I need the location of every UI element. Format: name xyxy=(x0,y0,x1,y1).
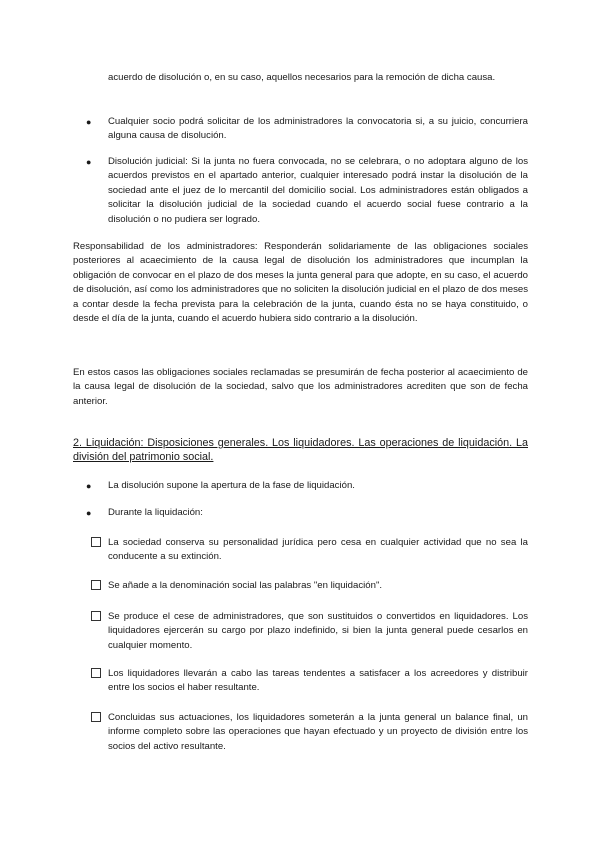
bullet-icon: ● xyxy=(86,508,92,518)
checklist-item xyxy=(91,711,528,754)
checkbox-icon xyxy=(91,712,101,722)
checkbox-icon xyxy=(91,668,101,678)
paragraph-responsabilidad: Responsabilidad de los administradores: Responderán solidariamente de las obligaciones sociales posteriores al acaecimiento de la causa legal de disolución los administradores que incumplan la obligación de convocar en el plazo de dos meses la junta general para que adopte, en su caso, el acuerdo de disolución, así como los administradores que no soliciten la disolución judicial en el plazo de dos meses a contar desde la fecha prevista para la celebración de la junta, cuando ésta no se haya constituido, o desde el día de la junta, cuando el acuerdo hubiera sido contrario a la disolución. xyxy=(73,241,528,325)
checkbox-icon xyxy=(91,611,101,621)
checklist-item-text: La sociedad conserva su personalidad jurídica pero cesa en cualquier actividad que no sea la conducente a su extinción. xyxy=(108,537,528,563)
bullet-icon: ● xyxy=(86,117,92,127)
continuation-text: acuerdo de disolución o, en su caso, aquellos necesarios para la remoción de dicha causa. xyxy=(108,72,496,83)
bullet-icon: ● xyxy=(86,481,92,491)
list-item-durante xyxy=(86,506,528,520)
list-item-text: La disolución supone la apertura de la fase de liquidación. xyxy=(108,480,355,491)
checklist-item-text: Los liquidadores llevarán a cabo las tareas tendentes a satisfacer a los acreedores y distribuir entre los socios el haber resultante. xyxy=(108,668,528,694)
list-item-text: Disolución judicial: Si la junta no fuera convocada, no se celebrara, o no adoptara alguno de los acuerdos previstos en el apartado anterior, cualquier interesado podrá instar la disolución de la sociedad ante el juez de lo mercantil del domicilio social. Los administradores están obligados a solicitar la disolución judicial de la sociedad cuando el acuerdo social fuese contrario a la disolución o no pudiera ser logrado. xyxy=(108,156,528,225)
bullet-icon: ● xyxy=(86,157,92,167)
checklist-item xyxy=(91,536,528,565)
section-heading: 2. Liquidación: Disposiciones generales. Los liquidadores. Las operaciones de liquidación. La división del patrimonio social. xyxy=(73,437,528,464)
list-item-text: Durante la liquidación: xyxy=(108,507,203,518)
checklist-item-text: Concluidas sus actuaciones, los liquidadores someterán a la junta general un balance final, un informe completo sobre las operaciones que hayan efectuado y un proyecto de división entre los socios del activo resultante. xyxy=(108,712,528,752)
paragraph-presuncion: En estos casos las obligaciones sociales reclamadas se presumirán de fecha posterior al acaecimiento de la causa legal de disolución de la sociedad, salvo que los administradores acrediten que son de fecha anterior. xyxy=(73,367,528,407)
checkbox-icon xyxy=(91,537,101,547)
checklist-item xyxy=(91,579,528,593)
list-item-apertura xyxy=(86,479,528,493)
list-item-disolucion-judicial xyxy=(86,155,528,227)
checkbox-icon xyxy=(91,580,101,590)
list-item-text: Cualquier socio podrá solicitar de los administradores la convocatoria si, a su juicio, concurriera alguna causa de disolución. xyxy=(108,116,528,142)
checklist-item xyxy=(91,610,528,653)
list-item-socio-solicitud xyxy=(86,115,528,144)
checklist-item-text: Se produce el cese de administradores, que son sustituidos o convertidos en liquidadores. Los liquidadores ejercerán su cargo por plazo indefinido, si bien la junta general puede cesarlos en cualquier momento. xyxy=(108,611,528,651)
checklist-item-text: Se añade a la denominación social las palabras "en liquidación". xyxy=(108,580,383,591)
checklist-item xyxy=(91,667,528,696)
